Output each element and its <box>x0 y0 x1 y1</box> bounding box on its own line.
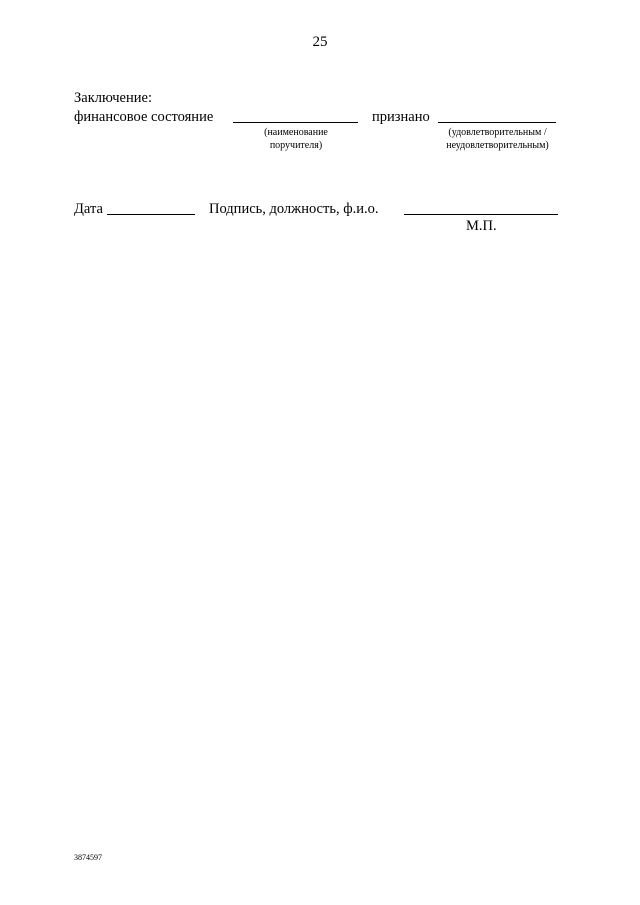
guarantor-caption <box>240 126 352 152</box>
guarantor-caption-line2: поручителя) <box>269 140 323 151</box>
guarantor-caption-line1: (наименование <box>264 127 328 138</box>
document-id: 3874597 <box>74 853 102 862</box>
conclusion-heading: Заключение: <box>74 90 152 106</box>
assessment-caption-line2: неудовлетворительным) <box>446 140 549 151</box>
recognized-label: признано <box>372 109 430 125</box>
stamp-label: М.П. <box>466 218 497 234</box>
signature-blank <box>404 214 558 215</box>
signature-label: Подпись, должность, ф.и.о. <box>209 201 379 217</box>
date-blank <box>107 214 195 215</box>
assessment-blank <box>438 122 556 123</box>
assessment-caption <box>430 126 565 152</box>
assessment-caption-line1: (удовлетворительным / <box>448 127 547 138</box>
date-label: Дата <box>74 201 103 217</box>
guarantor-name-blank <box>233 122 358 123</box>
page-number: 25 <box>312 34 328 50</box>
financial-state-label: финансовое состояние <box>74 109 214 125</box>
